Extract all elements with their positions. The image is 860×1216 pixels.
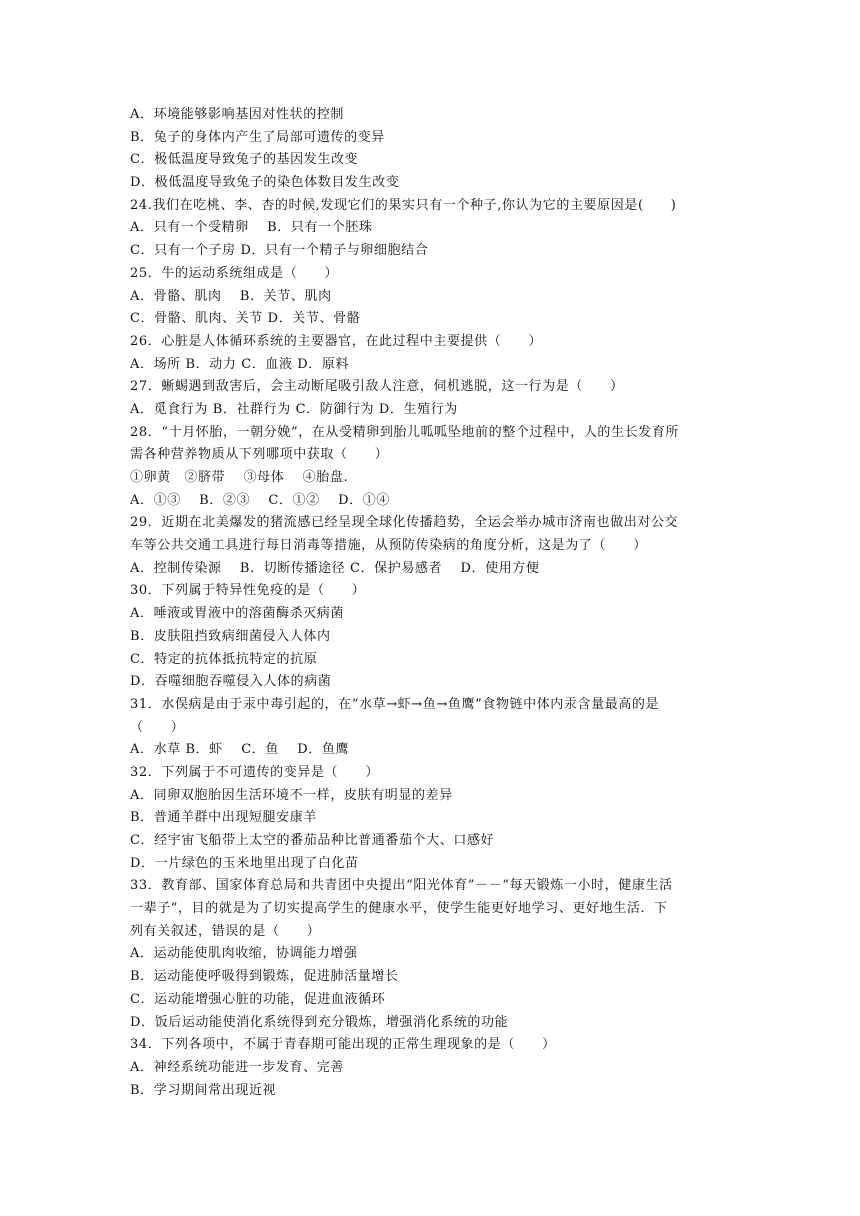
text-line: B．皮肤阻挡致病细菌侵入人体内: [130, 628, 331, 644]
text-line: A．神经系统功能进一步发育、完善: [130, 1059, 344, 1075]
text-line: D．饭后运动能使消化系统得到充分锻炼，增强消化系统的功能: [130, 1014, 509, 1030]
text-line: C．运动能增强心脏的功能，促进血液循环: [130, 991, 386, 1007]
text-line: 26．心脏是人体循环系统的主要器官，在此过程中主要提供（ ）: [130, 333, 543, 349]
text-line: A．环境能够影响基因对性状的控制: [130, 107, 344, 122]
text-line: 25．牛的运动系统组成是（ ）: [130, 265, 339, 281]
text-line: 31．水俣病是由于汞中毒引起的，在“水草→虾→鱼→鱼鹰”食物链中体内汞含量最高的是: [130, 696, 660, 712]
text-line: 需各种营养物质从下列哪项中获取（ ）: [130, 447, 389, 463]
text-line: C．极低温度导致兔子的基因发生改变: [130, 152, 359, 168]
text-line: D．极低温度导致兔子的染色体数目发生改变: [130, 175, 400, 191]
text-line: A．场所 B．动力 C．血液 D．原料: [130, 356, 350, 372]
text-line: A．骨骼、肌肉 B．关节、肌肉: [130, 288, 332, 304]
text-line: 34．下列各项中，不属于青春期可能出现的正常生理现象的是（ ）: [130, 1037, 556, 1053]
text-line: B．学习期间常出现近视: [130, 1082, 277, 1098]
text-line: 列有关叙述，错误的是（ ）: [130, 923, 321, 939]
text-line: 一辈子”，目的就是为了切实提高学生的健康水平，使学生能更好地学习、更好地生活．下: [130, 901, 668, 917]
text-line: C．骨骼、肌肉、关节 D．关节、骨骼: [130, 311, 361, 327]
text-line: D．吞噬细胞吞噬侵入人体的病菌: [130, 674, 332, 690]
text-line: 29．近期在北美爆发的猪流感已经呈现全球化传播趋势，全运会举办城市济南也做出对公交: [130, 515, 679, 531]
text-line: A．觅食行为 B．社群行为 C．防御行为 D．生殖行为: [130, 401, 458, 417]
text-line: 30．下列属于特异性免疫的是（ ）: [130, 583, 366, 599]
text-line: A．同卵双胞胎因生活环境不一样，皮肤有明显的差异: [130, 787, 453, 803]
text-line: A．水草 B．虾 C．鱼 D．鱼鹰: [130, 742, 350, 758]
text-line: A．控制传染源 B．切断传播途径 C．保护易感者 D．使用方便: [130, 560, 540, 576]
text-line: ①卵黄 ②脐带 ③母体 ④胎盘.: [130, 470, 349, 485]
text-line: D．一片绿色的玉米地里出现了白化苗: [130, 855, 359, 871]
text-line: A．运动能使肌肉收缩，协调能力增强: [130, 946, 358, 962]
text-line: C．特定的抗体抵抗特定的抗原: [130, 651, 318, 667]
text-line: A．唾液或胃液中的溶菌酶杀灭病菌: [130, 606, 344, 622]
text-line: 27．蜥蜴遇到敌害后，会主动断尾吸引敌人注意，伺机逃脱，这一行为是（ ）: [130, 379, 624, 395]
text-line: B．运动能使呼吸得到锻炼，促进肺活量增长: [130, 969, 399, 985]
text-line: C．经宇宙飞船带上太空的番茄品种比普通番茄个大、口感好: [130, 833, 495, 848]
text-line: A．①③ B．②③ C．①② D．①④: [130, 492, 390, 508]
text-line: 32．下列属于不可遗传的变异是（ ）: [130, 764, 379, 780]
text-line: A．只有一个受精卵 B．只有一个胚珠: [130, 220, 373, 236]
text-line: 车等公共交通工具进行每日消毒等措施，从预防传染病的角度分析，这是为了（ ）: [130, 538, 647, 554]
text-line: 24.我们在吃桃、李、杏的时候,发现它们的果实只有一个种子,你认为它的主要原因是( ): [130, 197, 677, 213]
text-line: 33．教育部、国家体育总局和共青团中央提出“阳光体育”－－“每天锻炼一小时，健康生活: [130, 878, 673, 894]
text-line: （ ）: [130, 719, 185, 735]
document-page: [130, 104, 730, 1102]
text-line: 28．“十月怀胎，一朝分娩”，在从受精卵到胎儿呱呱坠地前的整个过程中，人的生长发育所: [130, 424, 680, 440]
text-line: B．普通羊群中出现短腿安康羊: [130, 810, 317, 826]
text-line: C．只有一个子房 D．只有一个精子与卵细胞结合: [130, 243, 429, 259]
text-line: B．兔子的身体内产生了局部可遗传的变异: [130, 129, 385, 145]
